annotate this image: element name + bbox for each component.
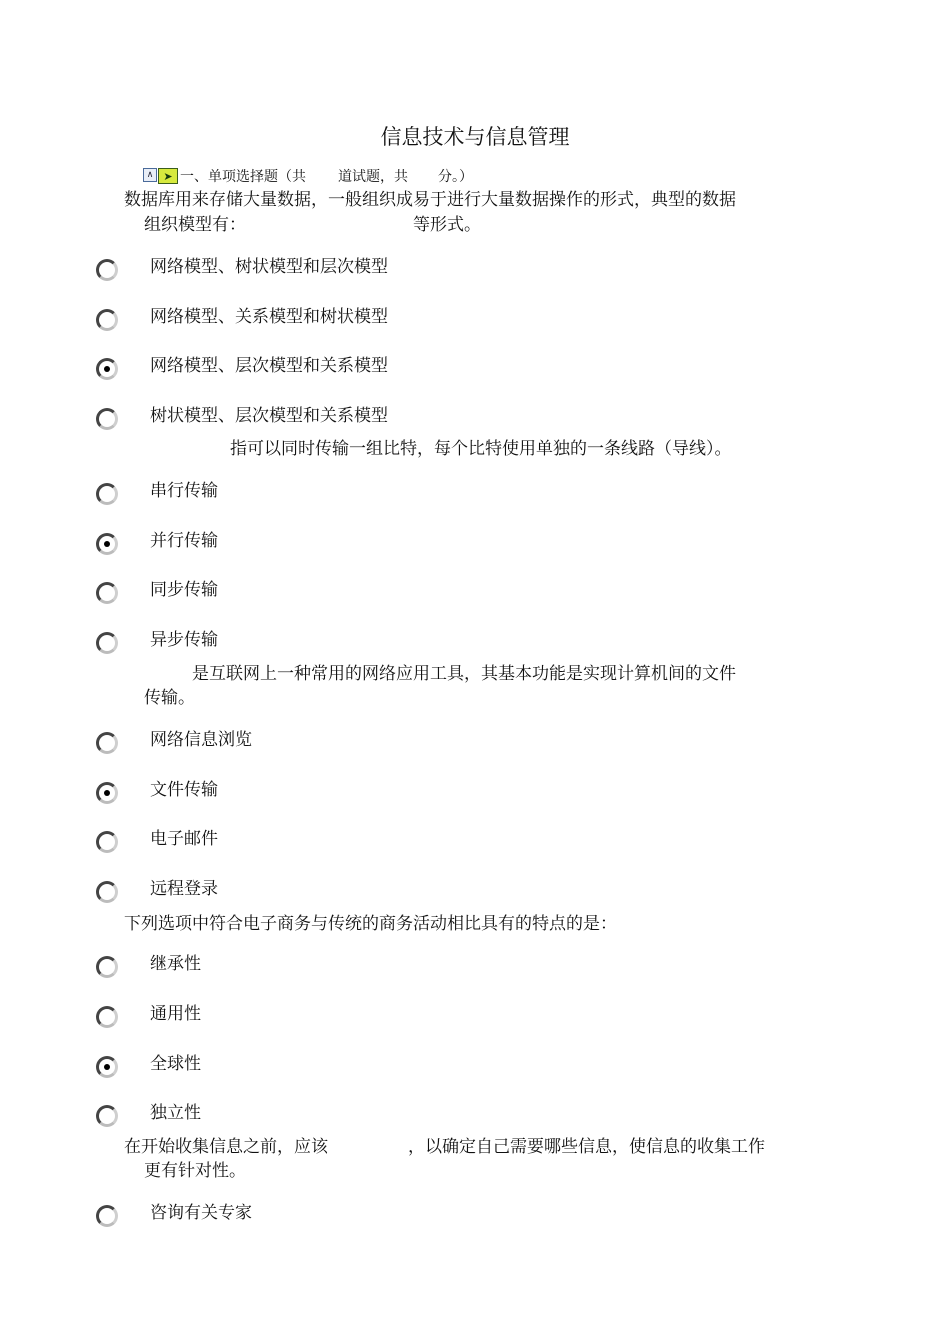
section-score-label: 分。）: [438, 169, 473, 185]
question-5-text: 在开始收集信息之前，应该: [124, 1137, 328, 1157]
page-title: 信息技术与信息管理: [380, 125, 570, 149]
radio-q4-b[interactable]: [96, 1006, 118, 1028]
question-2-text: 指可以同时传输一组比特，每个比特使用单独的一条线路（导线）。: [230, 439, 732, 459]
radio-q3-a[interactable]: [96, 732, 118, 754]
option-q3-d[interactable]: 远程登录: [150, 879, 218, 899]
question-3-text: 是互联网上一种常用的网络应用工具，其基本功能是实现计算机间的文件: [192, 664, 736, 684]
radio-selected-dot: [104, 790, 110, 796]
option-q4-a[interactable]: 继承性: [150, 954, 201, 974]
option-q5-a[interactable]: 咨询有关专家: [150, 1203, 252, 1223]
option-q3-b[interactable]: 文件传输: [150, 780, 218, 800]
radio-q3-b[interactable]: [96, 782, 118, 804]
option-q1-c[interactable]: 网络模型、层次模型和关系模型: [150, 356, 388, 376]
radio-q2-b[interactable]: [96, 533, 118, 555]
radio-selected-dot: [104, 366, 110, 372]
question-5-text-tail: ，以确定自己需要哪些信息，使信息的收集工作: [408, 1137, 765, 1157]
option-q3-c[interactable]: 电子邮件: [150, 829, 218, 849]
option-q3-a[interactable]: 网络信息浏览: [150, 730, 252, 750]
radio-q2-c[interactable]: [96, 582, 118, 604]
radio-q2-a[interactable]: [96, 483, 118, 505]
question-3-text-line2: 传输。: [144, 688, 195, 708]
radio-selected-dot: [104, 1064, 110, 1070]
question-1-text: 数据库用来存储大量数据，一般组织成易于进行大量数据操作的形式，典型的数据: [124, 190, 736, 210]
section-header: [143, 166, 473, 186]
radio-q3-c[interactable]: [96, 831, 118, 853]
radio-q4-a[interactable]: [96, 956, 118, 978]
option-q1-a[interactable]: 网络模型、树状模型和层次模型: [150, 257, 388, 277]
option-q2-b[interactable]: 并行传输: [150, 531, 218, 551]
option-q2-c[interactable]: 同步传输: [150, 580, 218, 600]
radio-q1-a[interactable]: [96, 259, 118, 281]
question-1-text-line2: 组织模型有：: [144, 215, 246, 235]
question-4-text: 下列选项中符合电子商务与传统的商务活动相比具有的特点的是：: [124, 914, 617, 934]
radio-q4-d[interactable]: [96, 1105, 118, 1127]
collapse-up-icon[interactable]: ∧: [143, 168, 157, 182]
radio-q1-d[interactable]: [96, 408, 118, 430]
section-question-count-label: 道试题，共: [338, 169, 408, 185]
option-q4-c[interactable]: 全球性: [150, 1054, 201, 1074]
question-1-text-tail: 等形式。: [413, 215, 481, 235]
radio-q5-a[interactable]: [96, 1205, 118, 1227]
option-q1-d[interactable]: 树状模型、层次模型和关系模型: [150, 406, 388, 426]
section-label: 一、单项选择题（共: [180, 169, 306, 185]
radio-q1-b[interactable]: [96, 309, 118, 331]
navigate-icon[interactable]: ➤: [158, 168, 178, 184]
option-q1-b[interactable]: 网络模型、关系模型和树状模型: [150, 307, 388, 327]
option-q4-d[interactable]: 独立性: [150, 1103, 201, 1123]
radio-q3-d[interactable]: [96, 881, 118, 903]
option-q2-a[interactable]: 串行传输: [150, 481, 218, 501]
question-5-text-line2: 更有针对性。: [144, 1161, 246, 1181]
radio-selected-dot: [104, 541, 110, 547]
option-q4-b[interactable]: 通用性: [150, 1004, 201, 1024]
radio-q1-c[interactable]: [96, 358, 118, 380]
radio-q2-d[interactable]: [96, 632, 118, 654]
option-q2-d[interactable]: 异步传输: [150, 630, 218, 650]
radio-q4-c[interactable]: [96, 1056, 118, 1078]
